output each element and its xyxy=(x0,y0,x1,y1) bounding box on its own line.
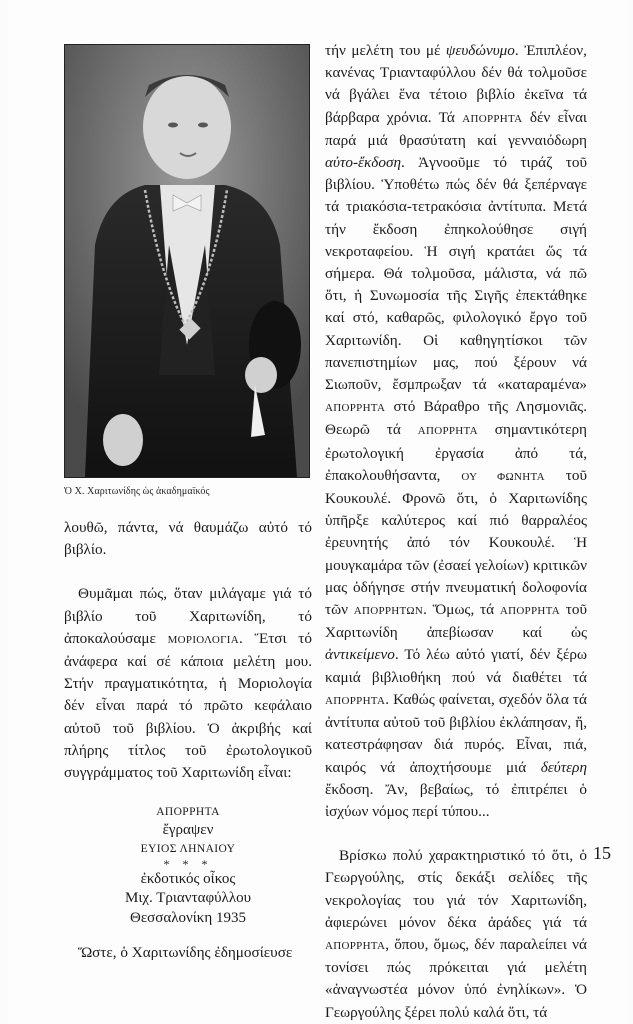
book-imprint xyxy=(64,804,312,928)
imprint-publisher: Μιχ. Τριανταφύλλου xyxy=(124,890,252,907)
left-paragraph-1: λουθῶ, πάντα, νά θαυμάζω αὐτό τό βιβλίο. xyxy=(64,519,312,559)
imprint-stars: * * * xyxy=(163,856,213,871)
imprint-publisher-label: ἐκδοτικός οἶκος xyxy=(140,870,236,887)
right-column xyxy=(325,40,587,1024)
imprint-place-year: Θεσσαλονίκη 1935 xyxy=(130,909,246,926)
right-paragraph-1: τήν μελέτη του μέ ψευδώνυμο. Ἐπιπλέον, κανένας Τριανταφύλλου δέν θά τολμοῦσε νά βγάλει ἕνα τέτοιο βιβλίο ἐκεῖνα τά βάρβαρα χρόνια. Τά ΑΠΟΡΡΗΤΑ δέν εἶναι παρά μιά θρασύτατη καί γενναιόδωρη αὐτο-ἔκδοση. Ἀγνοοῦμε τό τιράζ τοῦ βιβλίου. Ὑποθέτω πώς δέν θά ξεπέρναγε τά τριακόσια-τετρακόσια ἀντίτυπα. Μετά τήν ἔκδοση ἐπηκολούθησε σιγή νεκροταφείου. Ἡ σιγή κρατάει ὥς τά σήμερα. Θά τολμοῦσα, μάλιστα, νά πῶ ὅτι, ἡ Συνωμοσία τῆς Σιγῆς ἐπεκτάθηκε καί στό, καθαρῶς, φιλολογικό ἔργο τοῦ Χαριτωνίδη. Οἱ καθηγητίσκοι τῶν πανεπιστημίων μας, πού ξέρουν νά Σιωποῦν, ἔσμπρωξαν τά «καταραμένα» ΑΠΟΡΡΗΤΑ στό Βάραθρο τῆς Λησμονιᾶς. Θεωρῶ τά ΑΠΟΡΡΗΤΑ σημαντικότερη ἐρωτολογική ἐργασία ἀπό τά, ἐπακολουθήσαντα, ΟΥ ΦΩΝΗΤΑ τοῦ Κουκουλέ. Φρονῶ ὅτι, ὁ Χαριτωνίδης ὑπῆρξε καλύτερος καί πιό θαρραλέος ἐρευνητής ἀπό τόν Κουκουλέ. Ἡ μουγκαμάρα τῶν (ἐσαεί γελοίων) κριτικῶν μας ὁδήγησε στήν πνευματική δολοφονία τῶν ΑΠΟΡΡΗΤΩΝ. Ὅμως, τά ΑΠΟΡΡΗΤΑ τοῦ Χαριτωνίδη ἀπεβίωσαν καί ὡς ἀντικείμενο. Τό λέω αὐτό γιατί, δέν ξέρω καμιά βιβλιοθήκη πού νά διαθέτει τά ΑΠΟΡΡΗΤΑ. Καθώς φαίνεται, σχεδόν ὅλα τά ἀντίτυπα αὐτοῦ τοῦ βιβλίου ἐκλάπησαν, ἤ, κατεστράφησαν διά πυρός. Εἶναι, πιά, καιρός νά ἀποχτήσουμε μιά δεύτερη ἔκδοση. Ἄν, βεβαίως, τό ἐπιτρέπει ὁ ἰσχύων νόμος περί τύπου... xyxy=(325,42,588,820)
imprint-title: ΑΠΟΡΡΗΤΑ xyxy=(156,806,220,819)
right-paragraph-2: Βρίσκω πολύ χαρακτηριστικό τό ὅτι, ὁ Γεωργούλης, στίς δεκάξι σελίδες τῆς νεκρολογίας του γιά τόν Χαριτωνίδη, ἀφιερώνει μόνον δέκα ἀράδες γιά τά ΑΠΟΡΡΗΤΑ, ὅπου, ὅμως, δέν παραλείπει νά τονίσει πώς πρόκειται γιά μελέτη «ἀναγνωστέα μόνον ὑπό ἐνηλίκων». Ὁ Γεωργούλης ξέρει πολύ καλά ὅτι, τά xyxy=(325,847,587,1021)
photo-caption: Ὁ Χ. Χαριτωνίδης ὡς ἀκαδημαϊκός xyxy=(64,486,210,497)
left-column xyxy=(64,44,312,964)
imprint-author: ΕΥΙΟΣ ΛΗΝΑΙΟΥ xyxy=(140,842,236,855)
left-paragraph-2: Θυμᾶμαι πώς, ὅταν μιλάγαμε γιά τό βιβλίο τοῦ Χαριτωνίδη, τό ἀποκαλούσαμε ΜΟΡΙΟΛΟΓΙΑ. Ἔτσι τό ἀνάφερα καί σέ κάποια μελέτη μου. Στήν πραγματικότητα, ἡ Μοριολογία δέν εἶναι παρά τό πρῶτο κεφάλαιο αὐτοῦ τοῦ βιβλίου. Ὁ ἀκριβής καί πλήρης τίτλος τοῦ ἐρωτολογικοῦ συγγράμματος τοῦ Χαριτωνίδη εἶναι: xyxy=(64,585,312,782)
portrait-photo xyxy=(64,44,310,478)
portrait-image xyxy=(65,45,309,477)
left-paragraph-3: Ὥστε, ὁ Χαριτωνίδης ἐδημοσίευσε xyxy=(78,944,293,962)
imprint-wrote: ἔγραψεν xyxy=(162,822,214,839)
page-number: 15 xyxy=(593,843,611,863)
